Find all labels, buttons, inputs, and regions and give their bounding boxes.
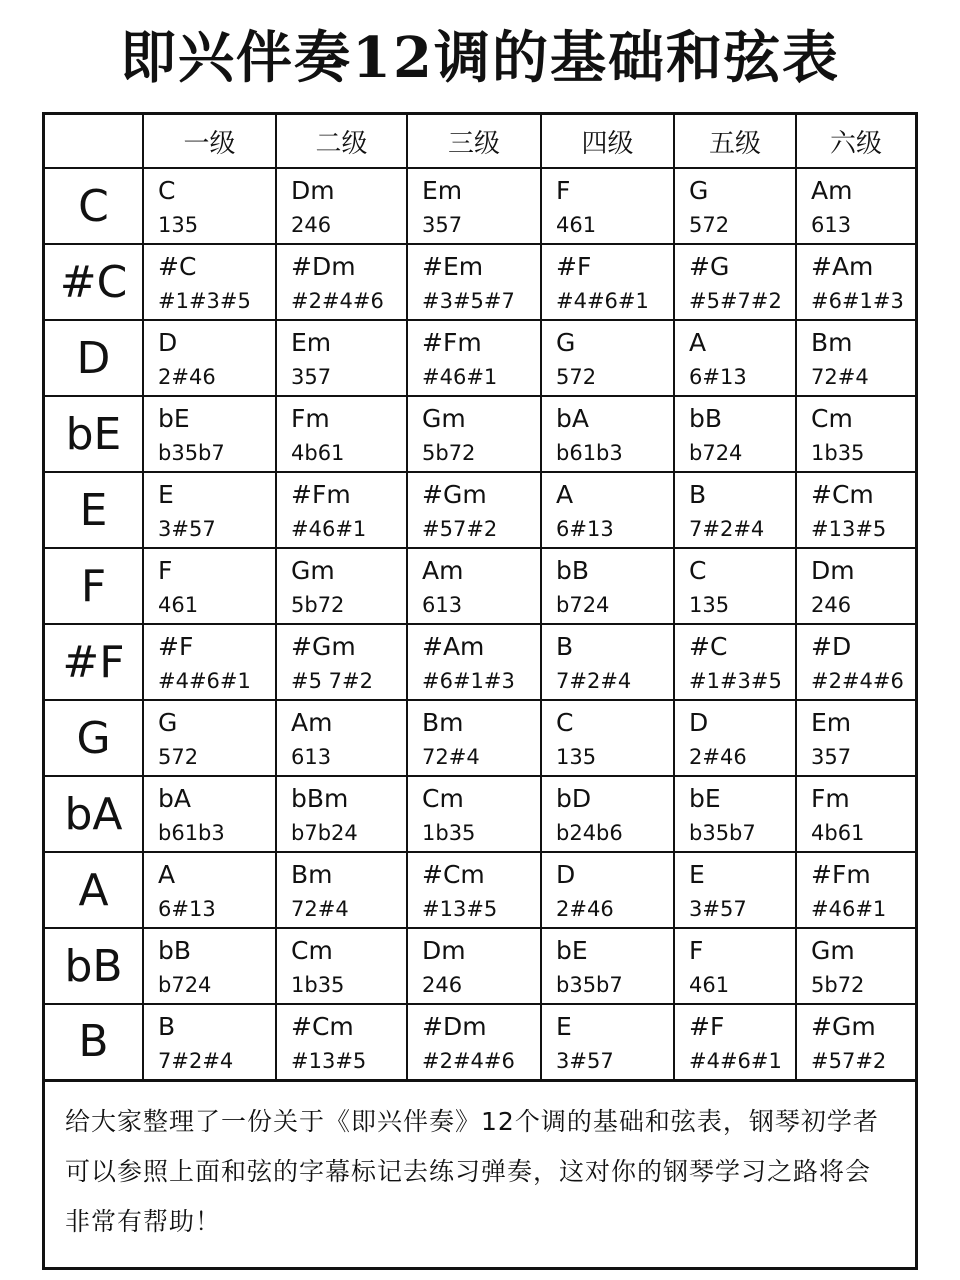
chord-notes: 4b61 bbox=[811, 821, 865, 845]
chord-name: bD bbox=[556, 784, 592, 813]
chord-cell bbox=[796, 928, 915, 1004]
key-label: F bbox=[45, 548, 143, 624]
chord-notes: 7#2#4 bbox=[556, 669, 632, 693]
chord-cell bbox=[674, 244, 796, 320]
chord-name: bA bbox=[158, 784, 191, 813]
chord-name: B bbox=[556, 632, 574, 661]
chord-notes: #5 7#2 bbox=[291, 669, 373, 693]
chord-name: #Dm bbox=[422, 1012, 487, 1041]
degree-header: 三级 bbox=[407, 115, 541, 168]
chord-name: #Cm bbox=[811, 480, 874, 509]
key-label: G bbox=[45, 700, 143, 776]
chord-cell bbox=[674, 700, 796, 776]
chord-cell bbox=[541, 320, 674, 396]
chord-name: E bbox=[689, 860, 705, 889]
chord-cell bbox=[541, 1004, 674, 1080]
chord-name: Am bbox=[422, 556, 464, 585]
chord-notes: 4b61 bbox=[291, 441, 345, 465]
chord-name: C bbox=[158, 176, 176, 205]
degree-header: 六级 bbox=[796, 115, 915, 168]
chord-notes: 461 bbox=[556, 213, 597, 237]
chord-notes: 135 bbox=[556, 745, 597, 769]
chord-cell bbox=[276, 928, 407, 1004]
chord-name: Gm bbox=[291, 556, 335, 585]
chord-name: bB bbox=[158, 936, 192, 965]
chord-name: #F bbox=[158, 632, 194, 661]
key-label: bE bbox=[45, 396, 143, 472]
chord-notes: b24b6 bbox=[556, 821, 623, 845]
chord-cell bbox=[407, 624, 541, 700]
key-label: C bbox=[45, 168, 143, 244]
chord-notes: b35b7 bbox=[158, 441, 225, 465]
chord-cell bbox=[541, 548, 674, 624]
chord-cell bbox=[796, 548, 915, 624]
chord-cell bbox=[541, 472, 674, 548]
degree-header: 二级 bbox=[276, 115, 407, 168]
chord-cell bbox=[674, 928, 796, 1004]
degree-header: 四级 bbox=[541, 115, 674, 168]
table-row bbox=[45, 396, 915, 472]
chord-cell bbox=[407, 168, 541, 244]
chord-cell bbox=[796, 396, 915, 472]
key-label: D bbox=[45, 320, 143, 396]
table-row bbox=[45, 624, 915, 700]
chord-name: Cm bbox=[422, 784, 464, 813]
chord-cell bbox=[796, 320, 915, 396]
chord-notes: b61b3 bbox=[556, 441, 623, 465]
chord-name: bBm bbox=[291, 784, 349, 813]
chord-name: bE bbox=[556, 936, 588, 965]
chord-name: Cm bbox=[811, 404, 853, 433]
chord-name: #Fm bbox=[811, 860, 871, 889]
chord-notes: #2#4#6 bbox=[422, 1049, 515, 1073]
chord-name: F bbox=[158, 556, 173, 585]
chord-cell bbox=[407, 776, 541, 852]
chord-cell bbox=[674, 396, 796, 472]
chord-notes: #46#1 bbox=[422, 365, 498, 389]
chord-notes: 6#13 bbox=[689, 365, 747, 389]
chord-cell bbox=[796, 852, 915, 928]
chord-notes: #46#1 bbox=[291, 517, 367, 541]
chord-name: bE bbox=[689, 784, 721, 813]
chord-notes: b724 bbox=[158, 973, 212, 997]
table-row bbox=[45, 776, 915, 852]
chord-cell bbox=[541, 852, 674, 928]
chord-cell bbox=[796, 244, 915, 320]
chord-cell bbox=[674, 1004, 796, 1080]
chord-cell bbox=[541, 168, 674, 244]
chord-notes: 572 bbox=[556, 365, 597, 389]
key-label: bB bbox=[45, 928, 143, 1004]
chord-notes: 572 bbox=[158, 745, 199, 769]
table-row bbox=[45, 244, 915, 320]
chord-name: Cm bbox=[291, 936, 333, 965]
chord-notes: 6#13 bbox=[158, 897, 216, 921]
chord-name: #D bbox=[811, 632, 852, 661]
chord-name: #Am bbox=[811, 252, 874, 281]
chord-notes: #46#1 bbox=[811, 897, 887, 921]
chord-cell bbox=[796, 472, 915, 548]
chord-notes: 613 bbox=[291, 745, 332, 769]
chord-name: #C bbox=[689, 632, 728, 661]
chord-notes: 572 bbox=[689, 213, 730, 237]
degree-header: 五级 bbox=[674, 115, 796, 168]
chord-name: #F bbox=[556, 252, 592, 281]
chord-cell bbox=[407, 548, 541, 624]
chord-name: D bbox=[556, 860, 576, 889]
chord-cell bbox=[796, 624, 915, 700]
chord-notes: 461 bbox=[689, 973, 730, 997]
chord-notes: 461 bbox=[158, 593, 199, 617]
chord-notes: #13#5 bbox=[811, 517, 887, 541]
chord-notes: 135 bbox=[689, 593, 730, 617]
chord-name: C bbox=[556, 708, 574, 737]
chord-notes: 72#4 bbox=[291, 897, 349, 921]
chord-notes: 5b72 bbox=[291, 593, 345, 617]
chord-name: #Gm bbox=[291, 632, 356, 661]
chord-cell bbox=[143, 472, 276, 548]
chord-cell bbox=[143, 168, 276, 244]
chord-cell bbox=[143, 1004, 276, 1080]
chord-cell bbox=[796, 168, 915, 244]
chord-notes: 613 bbox=[811, 213, 852, 237]
chord-cell bbox=[143, 320, 276, 396]
chord-cell bbox=[276, 244, 407, 320]
chord-cell bbox=[407, 472, 541, 548]
chord-cell bbox=[276, 472, 407, 548]
chord-notes: #5#7#2 bbox=[689, 289, 782, 313]
chord-name: Am bbox=[811, 176, 853, 205]
chord-notes: 357 bbox=[291, 365, 332, 389]
chord-notes: 5b72 bbox=[811, 973, 865, 997]
chord-notes: b724 bbox=[689, 441, 743, 465]
chord-name: F bbox=[689, 936, 704, 965]
chord-cell bbox=[407, 244, 541, 320]
chord-name: Fm bbox=[291, 404, 330, 433]
chord-cell bbox=[276, 852, 407, 928]
chord-notes: 2#46 bbox=[689, 745, 747, 769]
chord-name: Dm bbox=[291, 176, 335, 205]
chord-cell bbox=[143, 396, 276, 472]
chord-cell bbox=[541, 396, 674, 472]
chord-notes: b61b3 bbox=[158, 821, 225, 845]
chord-name: G bbox=[158, 708, 178, 737]
chord-notes: 246 bbox=[811, 593, 852, 617]
chord-notes: 7#2#4 bbox=[689, 517, 765, 541]
chord-name: #Gm bbox=[422, 480, 487, 509]
chord-notes: 357 bbox=[811, 745, 852, 769]
chord-cell bbox=[796, 1004, 915, 1080]
chord-cell bbox=[276, 776, 407, 852]
chord-name: C bbox=[689, 556, 707, 585]
chord-notes: #57#2 bbox=[811, 1049, 887, 1073]
chord-cell bbox=[541, 624, 674, 700]
chord-notes: #4#6#1 bbox=[556, 289, 649, 313]
chord-notes: b35b7 bbox=[556, 973, 623, 997]
chord-name: Bm bbox=[422, 708, 464, 737]
chord-notes: #13#5 bbox=[291, 1049, 367, 1073]
key-label: #C bbox=[45, 244, 143, 320]
chord-notes: 246 bbox=[422, 973, 463, 997]
chord-cell bbox=[407, 852, 541, 928]
chord-cell bbox=[407, 320, 541, 396]
key-label: #F bbox=[45, 624, 143, 700]
chord-name: #Em bbox=[422, 252, 484, 281]
chord-cell bbox=[143, 700, 276, 776]
key-label: E bbox=[45, 472, 143, 548]
table-row bbox=[45, 700, 915, 776]
chord-name: bA bbox=[556, 404, 589, 433]
chord-cell bbox=[407, 1004, 541, 1080]
chord-notes: 246 bbox=[291, 213, 332, 237]
chord-name: Bm bbox=[291, 860, 333, 889]
table-row bbox=[45, 1004, 915, 1080]
chord-cell bbox=[541, 244, 674, 320]
chord-name: #G bbox=[689, 252, 730, 281]
corner-cell bbox=[45, 115, 143, 168]
chord-cell bbox=[674, 624, 796, 700]
chord-name: E bbox=[556, 1012, 572, 1041]
chord-cell bbox=[541, 700, 674, 776]
chord-notes: 3#57 bbox=[158, 517, 216, 541]
chord-name: G bbox=[689, 176, 709, 205]
chord-cell bbox=[541, 776, 674, 852]
chord-name: bE bbox=[158, 404, 190, 433]
chord-notes: #6#1#3 bbox=[811, 289, 904, 313]
table-row bbox=[45, 168, 915, 244]
chord-notes: 1b35 bbox=[422, 821, 476, 845]
chord-name: #Dm bbox=[291, 252, 356, 281]
chord-notes: 135 bbox=[158, 213, 199, 237]
chord-notes: #2#4#6 bbox=[291, 289, 384, 313]
chord-table bbox=[45, 115, 915, 1082]
chord-cell bbox=[143, 624, 276, 700]
chord-cell bbox=[407, 928, 541, 1004]
chord-notes: 357 bbox=[422, 213, 463, 237]
chord-name: Am bbox=[291, 708, 333, 737]
chord-cell bbox=[674, 472, 796, 548]
chord-name: bB bbox=[556, 556, 590, 585]
chord-notes: 613 bbox=[422, 593, 463, 617]
chord-notes: 6#13 bbox=[556, 517, 614, 541]
page-title: 即兴伴奏12调的基础和弦表 bbox=[120, 25, 840, 91]
chord-cell bbox=[143, 244, 276, 320]
chord-notes: #4#6#1 bbox=[158, 669, 251, 693]
table-row bbox=[45, 472, 915, 548]
chord-notes: #4#6#1 bbox=[689, 1049, 782, 1073]
chord-name: E bbox=[158, 480, 174, 509]
table-row bbox=[45, 548, 915, 624]
chord-name: Gm bbox=[422, 404, 466, 433]
chord-notes: b7b24 bbox=[291, 821, 358, 845]
chord-notes: 3#57 bbox=[556, 1049, 614, 1073]
chord-name: Dm bbox=[422, 936, 466, 965]
chord-cell bbox=[276, 396, 407, 472]
chord-notes: b35b7 bbox=[689, 821, 756, 845]
chord-notes: 3#57 bbox=[689, 897, 747, 921]
chord-notes: #13#5 bbox=[422, 897, 498, 921]
chord-cell bbox=[541, 928, 674, 1004]
chord-cell bbox=[674, 320, 796, 396]
chord-cell bbox=[276, 1004, 407, 1080]
chord-name: Gm bbox=[811, 936, 855, 965]
chord-name: Em bbox=[422, 176, 463, 205]
chord-name: #Am bbox=[422, 632, 485, 661]
chord-name: F bbox=[556, 176, 571, 205]
chord-notes: #1#3#5 bbox=[689, 669, 782, 693]
chord-name: Em bbox=[811, 708, 852, 737]
chord-name: A bbox=[158, 860, 176, 889]
chord-name: G bbox=[556, 328, 576, 357]
degree-header: 一级 bbox=[143, 115, 276, 168]
chord-cell bbox=[143, 852, 276, 928]
chord-name: A bbox=[689, 328, 707, 357]
chord-notes: #6#1#3 bbox=[422, 669, 515, 693]
chord-cell bbox=[276, 548, 407, 624]
chord-cell bbox=[143, 928, 276, 1004]
chord-name: Bm bbox=[811, 328, 853, 357]
chord-name: B bbox=[689, 480, 707, 509]
chord-name: D bbox=[158, 328, 178, 357]
chord-cell bbox=[407, 700, 541, 776]
description-text: 给大家整理了一份关于《即兴伴奏》12个调的基础和弦表，钢琴初学者可以参照上面和弦的字幕标记去练习弹奏，这对你的钢琴学习之路将会非常有帮助！ bbox=[65, 1107, 879, 1236]
chord-cell bbox=[674, 852, 796, 928]
table-row bbox=[45, 852, 915, 928]
chord-name: Fm bbox=[811, 784, 850, 813]
chord-cell bbox=[276, 320, 407, 396]
chord-name: #Gm bbox=[811, 1012, 876, 1041]
chord-name: #C bbox=[158, 252, 197, 281]
chord-cell bbox=[796, 700, 915, 776]
key-label: B bbox=[45, 1004, 143, 1080]
chord-cell bbox=[674, 548, 796, 624]
chord-notes: 2#46 bbox=[556, 897, 614, 921]
chord-cell bbox=[674, 776, 796, 852]
chord-cell bbox=[276, 168, 407, 244]
chord-notes: 5b72 bbox=[422, 441, 476, 465]
header-row bbox=[45, 115, 915, 168]
chord-name: D bbox=[689, 708, 709, 737]
chord-notes: b724 bbox=[556, 593, 610, 617]
chord-name: Dm bbox=[811, 556, 855, 585]
chord-cell bbox=[276, 624, 407, 700]
key-label: A bbox=[45, 852, 143, 928]
chord-notes: 1b35 bbox=[811, 441, 865, 465]
chord-notes: 7#2#4 bbox=[158, 1049, 234, 1073]
chord-notes: 72#4 bbox=[811, 365, 869, 389]
key-label: bA bbox=[45, 776, 143, 852]
table-row bbox=[45, 928, 915, 1004]
chord-name: Em bbox=[291, 328, 332, 357]
chord-name: #Cm bbox=[422, 860, 485, 889]
chord-notes: #2#4#6 bbox=[811, 669, 904, 693]
chord-cell bbox=[143, 776, 276, 852]
chord-notes: #1#3#5 bbox=[158, 289, 251, 313]
chord-name: #Fm bbox=[422, 328, 482, 357]
chord-sheet bbox=[42, 112, 918, 1270]
chord-name: #Fm bbox=[291, 480, 351, 509]
chord-name: #F bbox=[689, 1012, 725, 1041]
chord-name: A bbox=[556, 480, 574, 509]
chord-name: #Cm bbox=[291, 1012, 354, 1041]
chord-cell bbox=[276, 700, 407, 776]
chord-cell bbox=[407, 396, 541, 472]
chord-cell bbox=[674, 168, 796, 244]
chord-notes: 2#46 bbox=[158, 365, 216, 389]
chord-notes: #3#5#7 bbox=[422, 289, 515, 313]
chord-name: B bbox=[158, 1012, 176, 1041]
chord-name: bB bbox=[689, 404, 723, 433]
chord-cell bbox=[796, 776, 915, 852]
chord-cell bbox=[143, 548, 276, 624]
table-row bbox=[45, 320, 915, 396]
chord-notes: 1b35 bbox=[291, 973, 345, 997]
chord-notes: #57#2 bbox=[422, 517, 498, 541]
chord-notes: 72#4 bbox=[422, 745, 480, 769]
